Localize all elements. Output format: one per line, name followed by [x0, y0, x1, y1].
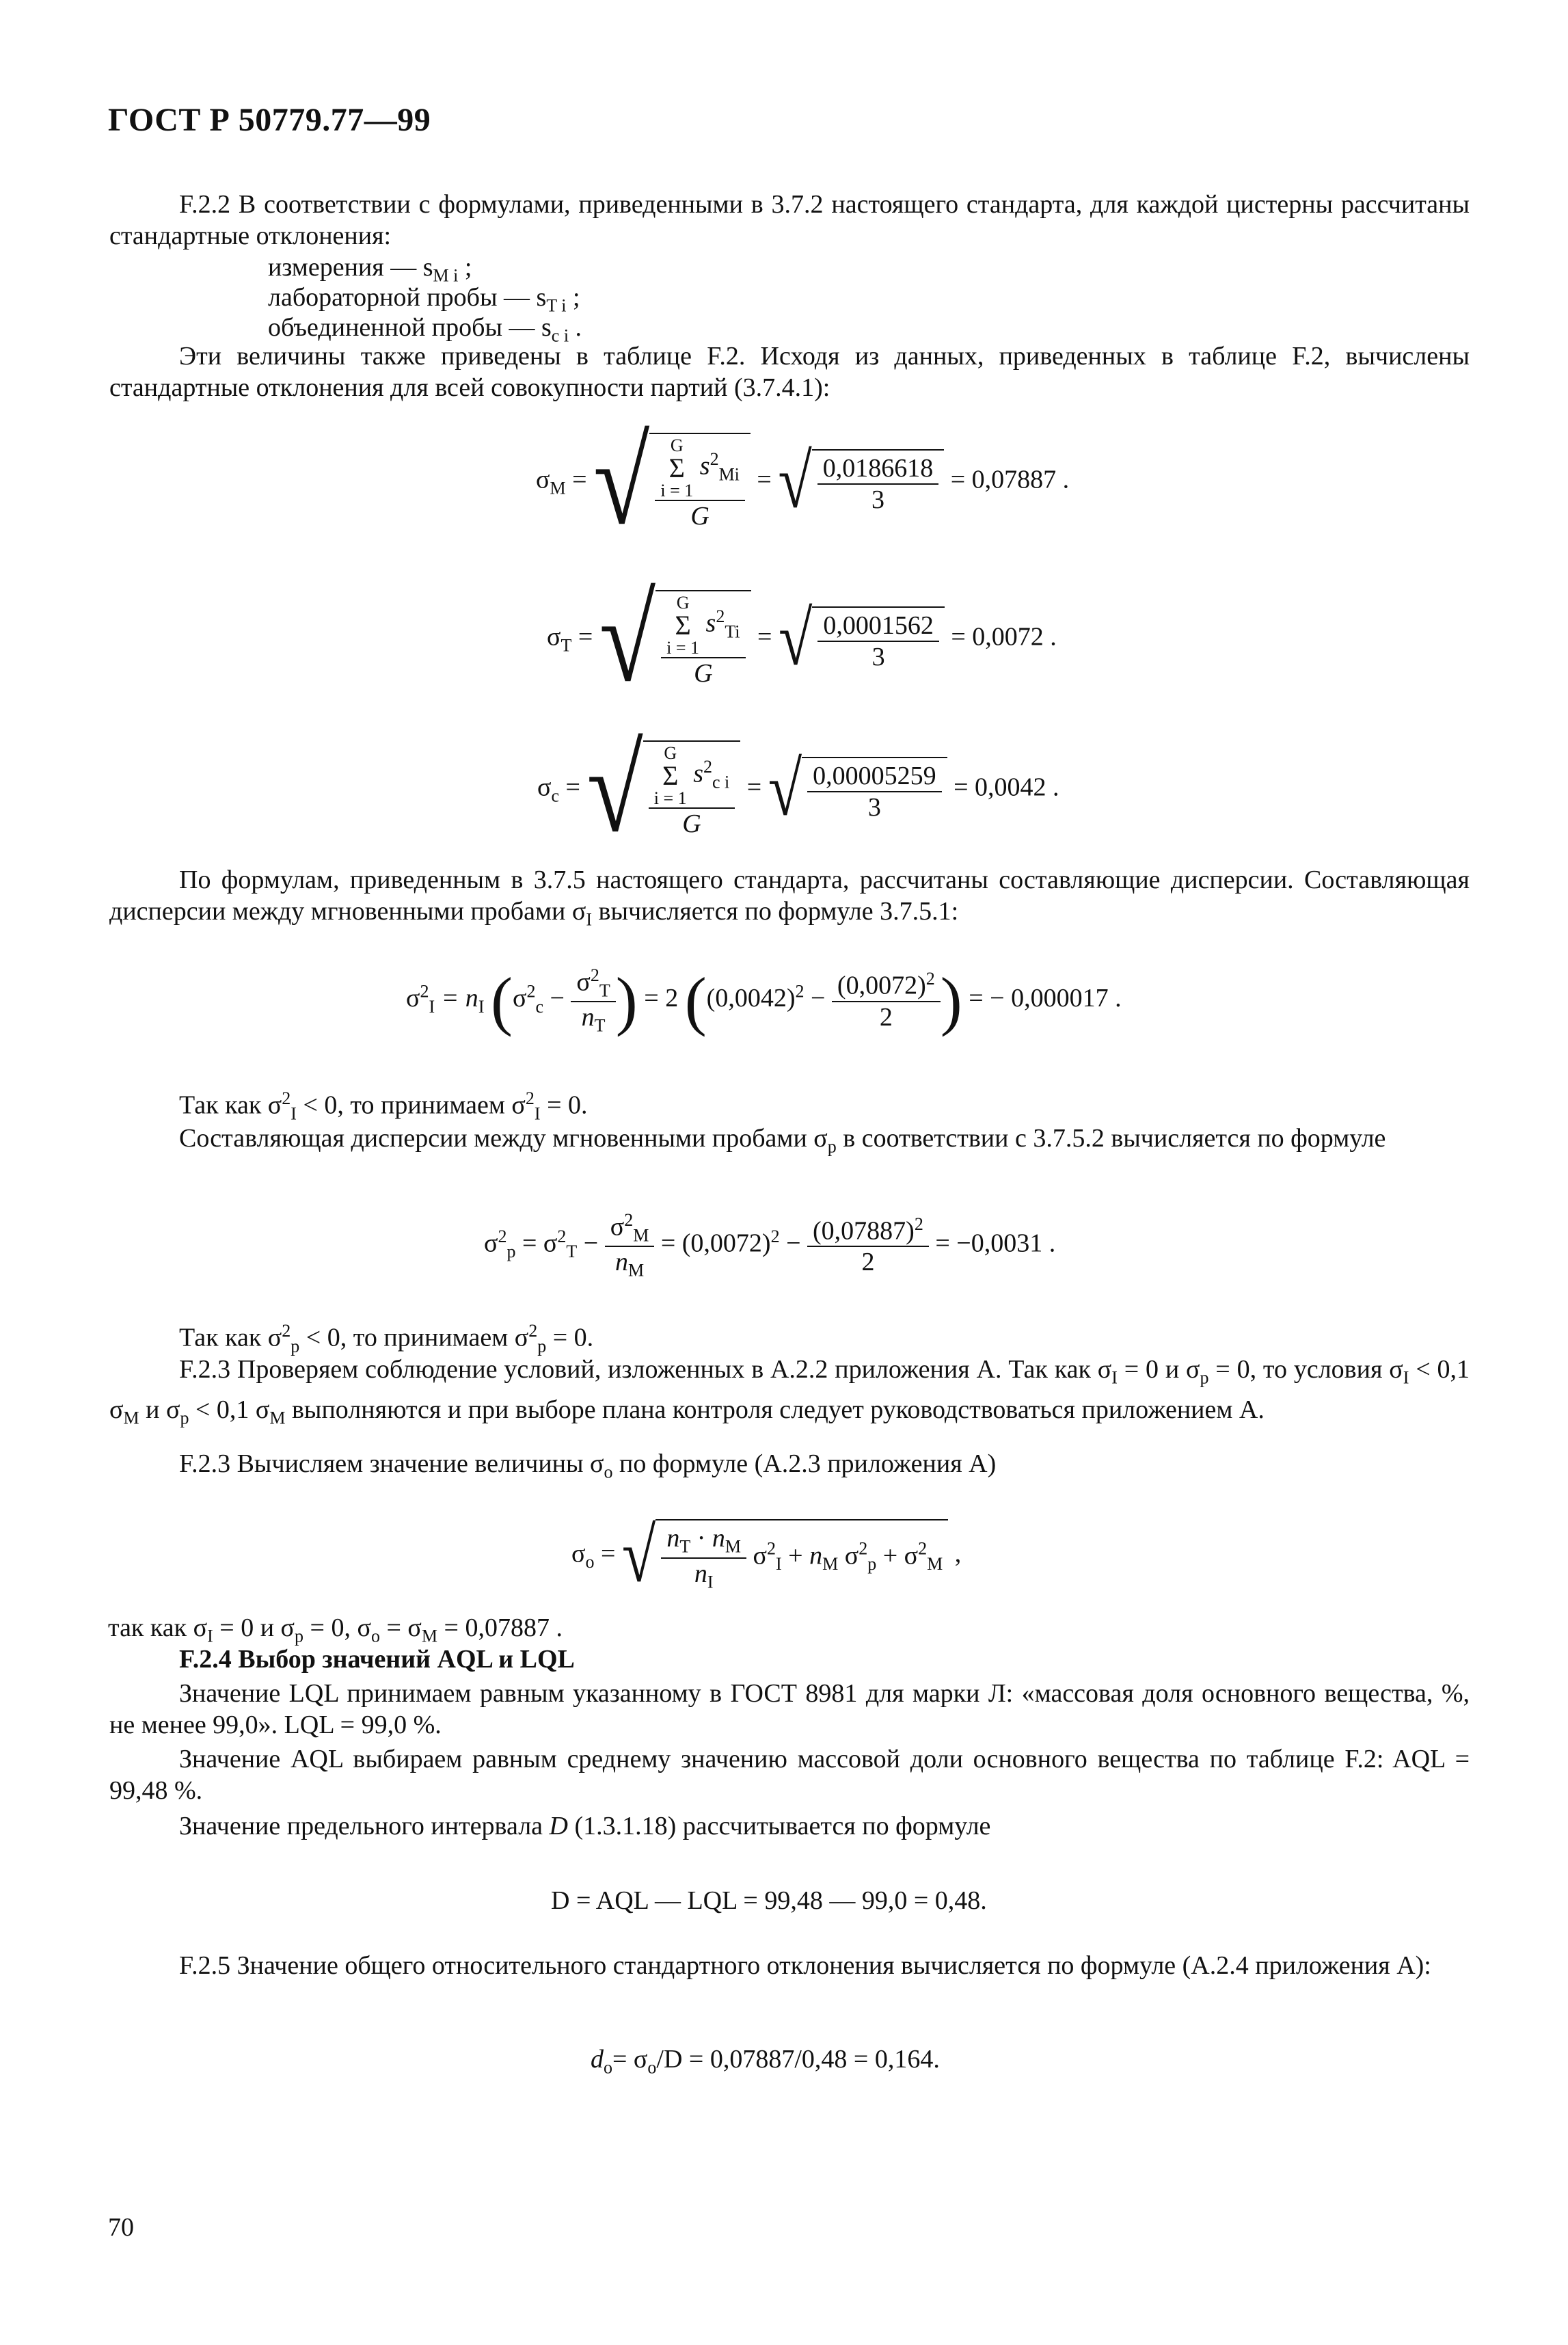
equation-sigma-i-squared: $\sigma^2_I = n_I$ ($\sigma^2_c$ − $\frac{\sigma^2_T}{n_T}$ ) = 2 ($(0,0042)^2$ − $\frac{(0,0072)^2}{2}$ ) = − 0,000017 .: [406, 964, 1122, 1037]
list-item-lab-sample: лабораторной пробы — $s_{T i}$ ;: [268, 283, 580, 316]
paragraph-totals: Эти величины также приведены в таблице F.2. Исходя из данных, приведенных в таблице F.2, вычислены стандартные отклонения для всей совокупности партий (3.7.4.1):: [109, 342, 1470, 402]
equation-sigma-c: $\sigma_c$ = √ G Σ i = 1 $s^2_{c i}$ G = √ $\frac{0,00005259}{3}$ = 0,0042 .: [537, 721, 1059, 858]
paragraph-limit-interval: Значение предельного интервала D (1.3.1.18) рассчитывается по формуле: [179, 1812, 991, 1840]
paragraph-f23-conditions: F.2.3 Проверяем соблюдение условий, изложенных в A.2.2 приложения А. Так как $\sigma_I = 0$ и $\sigma_p = 0$, то условия $\sigma_I < 0,1$ $\sigma_M$ и $\sigma_p < 0,1$ $\sigma_M$ выполняются и при выборе плана контроля следует руководствоваться приложением А.: [109, 1355, 1470, 1428]
paragraph-variance-components: По формулам, приведенным в 3.7.5 настоящего стандарта, рассчитаны составляющие дисперсии. Составляющая дисперсии между мгновенными пробами $\sigma_I$ вычисляется по формуле 3.7.5.1:: [109, 866, 1470, 930]
page-number: 70: [108, 2213, 134, 2242]
equation-sigma-m: $\sigma_M$ = √ G Σ i = 1 $s^2_{Mi}$ G = √ $\frac{0,0186618}{3}$ = 0,07887 .: [536, 414, 1070, 550]
paragraph-sigma-o-result: так как $\sigma_I = 0$ и $\sigma_p = 0$, $\sigma_о = \sigma_M = 0,07887$ .: [108, 1613, 563, 1646]
paragraph-sigma-p-zero: Так как $\sigma^2_p < 0$, то принимаем $\sigma^2_p = 0$.: [179, 1321, 594, 1356]
paragraph-f25: F.2.5 Значение общего относительного стандартного отклонения вычисляется по формуле (А.2.4 приложения А):: [179, 1951, 1431, 1980]
equation-sigma-o: $\sigma_о$ = √ $\frac{n_T \cdot n_M}{n_I}$ $\sigma^2_I + n_M$ $\sigma^2_p + \sigma^2_M$ ,: [571, 1513, 962, 1598]
paragraph-f22: F.2.2 В соответствии с формулами, приведенными в 3.7.2 настоящего стандарта, для каждой цистерны рассчитаны стандартные отклонения:: [109, 190, 1470, 250]
equation-relative-deviation: $d_о= \sigma_о/D = 0,07887/0,48 = 0,164$.: [591, 2045, 940, 2078]
paragraph-sigma-i-zero: Так как $\sigma^2_I < 0$, то принимаем $\sigma^2_I = 0$.: [179, 1088, 588, 1124]
paragraph-f23-sigma-o: F.2.3 Вычисляем значение величины $\sigma_о$ по формуле (А.2.3 приложения А): [179, 1449, 997, 1482]
paragraph-sigma-p: Составляющая дисперсии между мгновенными пробами $\sigma_p$ в соответствии с 3.7.5.2 вычисляется по формуле: [179, 1124, 1386, 1157]
equation-sigma-t: $\sigma_T$ = √ G Σ i = 1 $s^2_{Ti}$ G = √ $\frac{0,0001562}{3}$ = 0,0072 .: [547, 571, 1057, 708]
equation-d-interval: D = AQL — LQL = 99,48 — 99,0 = 0,48.: [551, 1886, 987, 1915]
paragraph-lql: Значение LQL принимаем равным указанному в ГОСТ 8981 для марки Л: «массовая доля основного вещества, %, не менее 99,0». LQL = 99,0 %.: [109, 1679, 1470, 1739]
section-heading-f24: F.2.4 Выбор значений AQL и LQL: [179, 1645, 575, 1674]
equation-sigma-p-squared: $\sigma^2_p = \sigma^2_T$ − $\frac{\sigma^2_M}{n_M}$ = $(0,0072)^2$ − $\frac{(0,07887)^2}{2}$ = −0,0031 .: [484, 1210, 1056, 1281]
list-item-measurement: измерения — $s_{M i}$ ;: [268, 253, 472, 286]
document-header: ГОСТ Р 50779.77—99: [108, 102, 431, 138]
paragraph-aql: Значение AQL выбираем равным среднему значению массовой доли основного вещества по таблице F.2: AQL = 99,48 %.: [109, 1745, 1470, 1805]
list-item-combined-sample: объединенной пробы — $s_{c i}$ .: [268, 313, 582, 346]
